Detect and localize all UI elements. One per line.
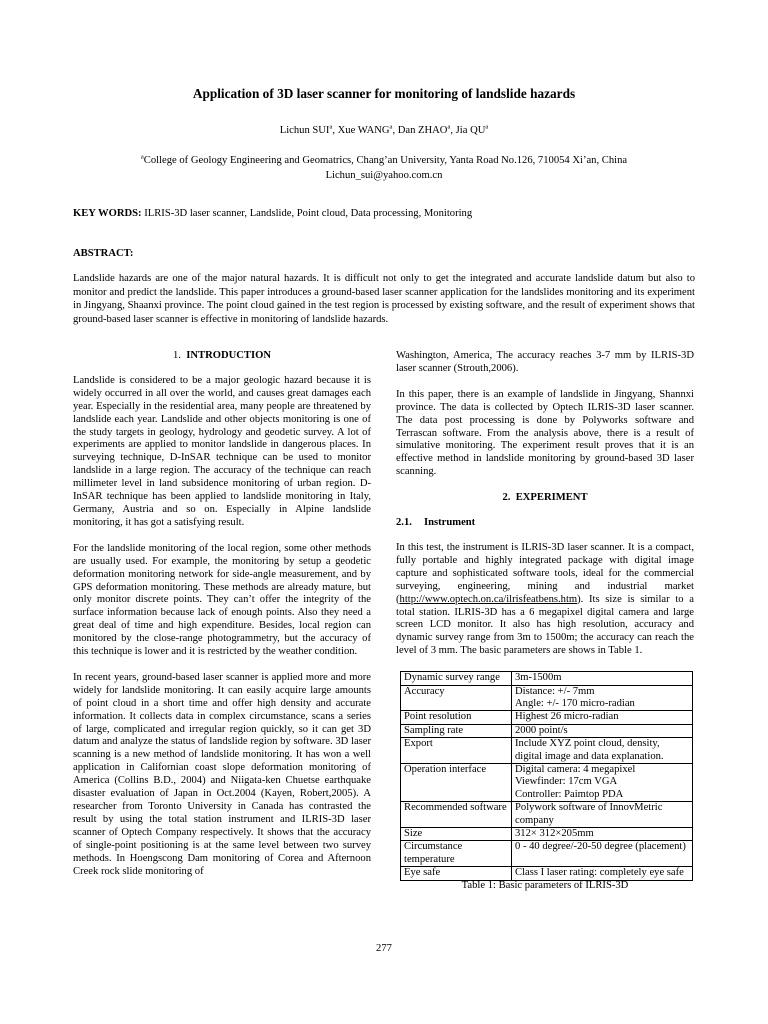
parameter-value: 2000 point/s [512,724,693,737]
parameter-name: Eye safe [401,867,512,880]
parameter-name: Export [401,738,512,764]
author-separator: , [332,125,338,136]
keywords [73,208,695,219]
table-row [401,802,693,828]
left-column [73,350,371,891]
table-row [401,738,693,764]
page-number: 277 [376,943,392,954]
intro-paragraph-1: Landslide is considered to be a major geologic hazard because it is widely occurred in all over the world, and causes great damages each year. Especially in the residential area, many people are threatened by landslide each year. Landslide and other objects monitoring is one of the study targets in geology, hydrology and geodetic survey. A lot of experiments are applied to monitor landslide in dangerous places. In surveying technique, D-InSAR technique can be used to monitor landslide in a large region. The accuracy of the technique can reach millimeter level in land subsidence monitoring of urban region. D-InSAR technique has been applied to landslide monitoring in Italy, Germany, Austria and so on. Especially in Alpine landslide monitoring, it has got a satisfying result. [73,374,371,528]
parameter-name: Recommended software [401,802,512,828]
table-row [401,841,693,867]
table-caption: Table 1: Basic parameters of ILRIS-3D [461,879,629,891]
parameters-table [400,671,693,881]
table-row [401,711,693,724]
keywords-text: ILRIS-3D laser scanner, Landslide, Point cloud, Data processing, Monitoring [144,208,473,219]
instrument-text-2: ). Its size is similar to a total station. ILRIS-3D has a 6 megapixel digital camera and large screen LCD monitor. It also has high resolution, accuracy and dynamic survey range from 3m to 1500m; the accuracy can reach the level of 3 mm. The basic parameters are shows in Table 1. [396,593,694,657]
author-separator: , [450,125,456,136]
parameter-value: Class I laser rating: completely eye safe [512,867,693,880]
author-name: Jia QU [455,125,486,136]
optech-link[interactable]: http://www.optech.on.ca/ilrisfeatbens.htm [399,593,578,605]
parameter-value: Polywork software of InnovMetric company [512,802,693,828]
parameter-name: Circumstance temperature [401,841,512,867]
intro-paragraph-3-continued: Washington, America, The accuracy reaches 3-7 mm by ILRIS-3D laser scanner (Strouth,2006). [396,350,694,374]
section-number: 2. [502,492,511,504]
table-row [401,867,693,880]
parameter-value: 0 - 40 degree/-20-50 degree (placement) [512,841,693,867]
table-row [401,685,693,711]
parameter-value: 3m-1500m [512,672,693,685]
parameter-name: Size [401,828,512,841]
abstract-text: Landslide hazards are one of the major natural hazards. It is difficult not only to get the integrated and accurate landslide datum but also to monitor and predict the landslide. This paper introduces a ground-based laser scanner application for the landslides monitoring and its experiment in Jingyang, Shaanxi province. The point cloud gained in the test region is processed by existing software, and the result of experiment shows that ground-based laser scanner is effective in monitoring of landslide hazards. [73,273,695,325]
affiliation [0,153,768,183]
subsection-heading-instrument [396,517,694,530]
parameter-value: 312× 312×205mm [512,828,693,841]
author-list [0,125,768,136]
intro-paragraph-4: In this paper, there is an example of landslide in Jingyang, Shannxi province. The data is collected by Optech ILRIS-3D laser scanner. The data post processing is done by Polyworks software and Terrascan software. From the analysis above, there is a result of simulative monitoring. The experiment result proves that it is an effective method in landslide monitoring by ground-based 3D laser scanning. [396,388,694,478]
author-affiliation-sup: a [389,123,393,131]
author-name: Dan ZHAO [397,125,448,136]
parameter-value: Distance: +/- 7mm Angle: +/- 170 micro-radian [512,685,693,711]
table-row [401,828,693,841]
affiliation-text: College of Geology Engineering and Geomatrics, Chang’an University, Yanta Road No.126, 710054 Xi’an, China [143,155,628,166]
section-title: EXPERIMENT [515,492,588,504]
table-row [401,724,693,737]
parameter-value: Include XYZ point cloud, density, digital image and data explanation. [512,738,693,764]
instrument-text-1: In this test, the instrument is ILRIS-3D laser scanner. It is a compact, fully portable and highly integrated package with digital image capture and sophisticated software tools, ideal for the commercial surveying, engineering, mining and industrial market ( [396,541,694,605]
parameter-name: Accuracy [401,685,512,711]
affiliation-line [0,153,768,168]
author-name: Xue WANG [337,125,390,136]
author-affiliation-sup: a [485,123,489,131]
intro-paragraph-2: For the landslide monitoring of the local region, some other methods are usually used. For example, the monitoring by setup a geodetic deformation monitoring network for side-angle measurement, and by GPS deformation monitoring. These methods are already mature, but only monitor discrete points. They can’t offer the integrity of the surface information because lack of enough points. Also they need a great deal of time and high expenditure. Besides, local region can monitored by the close-range photogrammetry, but the accuracy of this technique is lower and it is restricted by the weather condition. [73,542,371,658]
parameters-table-body [401,672,693,881]
parameter-name: Point resolution [401,711,512,724]
author-name: Lichun SUI [279,125,330,136]
instrument-paragraph [396,542,694,658]
table-row [401,763,693,801]
right-column [396,350,694,893]
author-email: Lichun_sui@yahoo.com.cn [325,170,443,181]
parameter-name: Dynamic survey range [401,672,512,685]
intro-paragraph-3: In recent years, ground-based laser scanner is applied more and more widely for landslide monitoring. It can easily acquire large amounts of point cloud in a short time and offer high density and accurate information. It collects data in complex circumstance, scans a series of large, complicated and irregular region quickly, so it can get 3D datum and analyze the status of landslide region by software. 3D laser scanning is a new method of landslide monitoring. It has won a well application in Californian coast slope deformation monitoring of America (Collins B.D., 2004) and Niigata-ken Chuetse earthquake disaster evaluation of Japan in Oct.2004 (Kayen, Robert,2005). A researcher from Toronto University in Canada has contrasted the result by using the total station instrument and ILRIS-3D laser scanner of Optech Company respectively. It shows that the accuracy of single-point positioning is at the same level between two survey methods. In Hoengscong Dam monitoring of Corea and Afternoon Creek rock slide monitoring of [73,671,371,877]
parameter-value: Digital camera: 4 megapixel Viewfinder: 17cm VGA Controller: Paimtop PDA [512,763,693,801]
subsection-title: Instrument [424,517,476,529]
section-heading-experiment [396,492,694,505]
section-title: INTRODUCTION [186,350,271,361]
section-number: 1. [172,350,181,361]
parameter-name: Operation interface [401,763,512,801]
subsection-number: 2.1. [396,517,412,529]
author-separator: , [392,125,398,136]
table-row [401,672,693,685]
author-affiliation-sup: a [447,123,451,131]
parameter-value: Highest 26 micro-radian [512,711,693,724]
author-affiliation-sup: a [329,123,333,131]
affiliation-sup: a [140,153,144,161]
abstract-heading: ABSTRACT: [73,248,134,259]
keywords-label: KEY WORDS: [73,208,142,219]
paper-title: Application of 3D laser scanner for monitoring of landslide hazards [192,86,576,101]
parameter-name: Sampling rate [401,724,512,737]
section-heading-introduction [73,350,371,363]
